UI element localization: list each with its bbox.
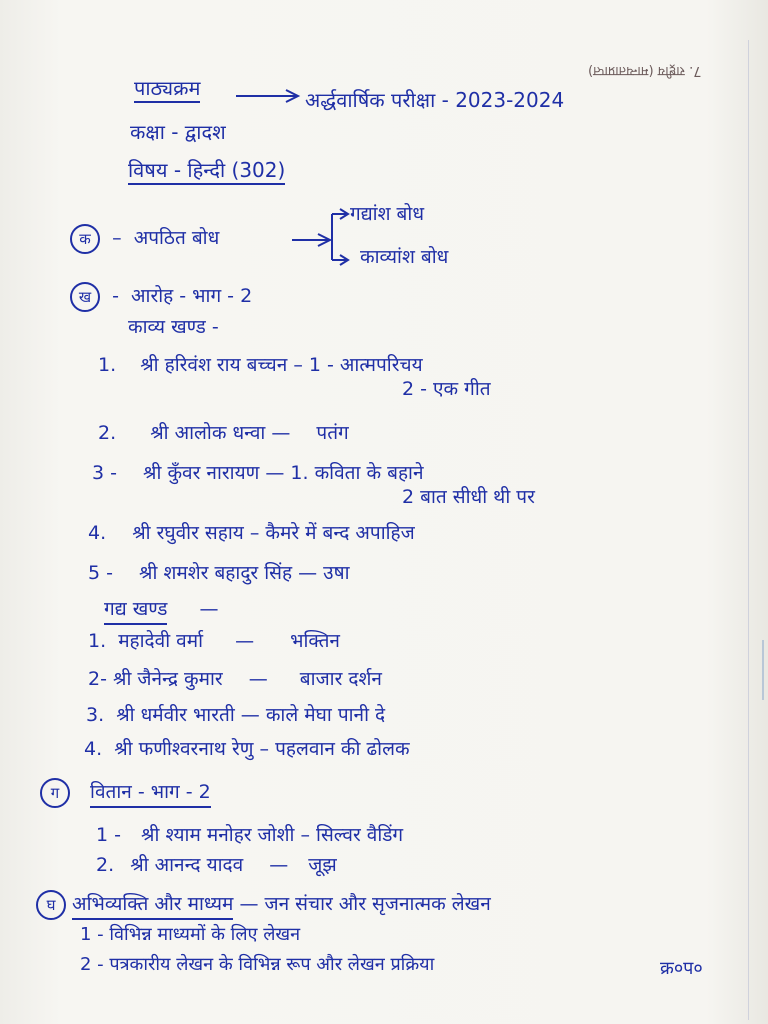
list-item: 1 - विभिन्न माध्यमों के लिए लेखन — [80, 924, 301, 945]
kavya-khand-heading: काव्य खण्ड - — [128, 316, 219, 338]
list-item-work: 2 - एक गीत — [402, 378, 491, 400]
footer-note: क्र०प० — [660, 958, 703, 979]
section-kha-title: आरोह - भाग - 2 — [131, 285, 253, 307]
section-gha-marker: घ — [36, 890, 66, 920]
section-ga-title: वितान - भाग - 2 — [90, 781, 211, 808]
branch-gadyansh: गद्यांश बोध — [350, 203, 425, 225]
list-item: 2. श्री आनन्द यादव — जूझ — [96, 854, 337, 876]
list-item: 2- श्री जैनेन्द्र कुमार — बाजार दर्शन — [88, 668, 382, 690]
gadya-khand-heading: गद्य खण्ड — — [104, 600, 219, 619]
page-stamp: 7. राष्ट्रीय (मान्यताप्राप्त) — [588, 63, 702, 78]
list-item: 2. श्री आलोक धन्वा — पतंग — [98, 422, 349, 444]
section-ga-marker: ग — [40, 778, 70, 808]
section-gha-heading: घ अभिव्यक्ति और माध्यम — जन संचार और सृजनात्मक लेखन — [36, 890, 491, 920]
ka-branch-bracket — [332, 209, 348, 265]
exam-title: अर्द्धवार्षिक परीक्षा - 2023-2024 — [305, 88, 565, 112]
header-arrow — [236, 90, 298, 102]
section-gha-title: अभिव्यक्ति और माध्यम — [72, 893, 233, 920]
subject-line: विषय - हिन्दी (302) — [128, 160, 285, 185]
section-kha-marker: ख — [70, 282, 100, 312]
section-kha-heading: ख - आरोह - भाग - 2 — [70, 282, 252, 312]
ka-arrow — [292, 234, 330, 246]
list-item: 4. श्री रघुवीर सहाय – कैमरे में बन्द अपाहिज — [88, 522, 415, 544]
list-item: 5 - श्री शमशेर बहादुर सिंह — उषा — [88, 562, 350, 584]
section-ka-title: अपठित बोध — [133, 227, 220, 249]
list-item: 1. महादेवी वर्मा — भक्तिन — [88, 630, 340, 652]
list-item: 1. श्री हरिवंश राय बच्चन – 1 - आत्मपरिचय — [98, 354, 423, 376]
list-item: 1 - श्री श्याम मनोहर जोशी – सिल्वर वैडिंग — [96, 824, 404, 846]
class-line: कक्षा - द्वादश — [130, 120, 226, 144]
list-item: 4. श्री फणीश्वरनाथ रेणु – पहलवान की ढोलक — [84, 738, 410, 760]
section-ka-marker: क — [70, 224, 100, 254]
section-ka-heading: क – अपठित बोध — [70, 224, 219, 254]
list-item: 3. श्री धर्मवीर भारती — काले मेघा पानी दे — [86, 704, 386, 726]
branch-kavyansh: काव्यांश बोध — [360, 246, 449, 268]
syllabus-label: पाठ्यक्रम — [134, 78, 200, 103]
list-item: 2 - पत्रकारीय लेखन के विभिन्न रूप और लेखन प्रक्रिया — [80, 954, 435, 975]
section-gha-subtitle: जन संचार और सृजनात्मक लेखन — [264, 893, 491, 915]
list-item: 3 - श्री कुँवर नारायण — 1. कविता के बहाने — [92, 462, 424, 484]
list-item-work: 2 बात सीधी थी पर — [402, 486, 535, 508]
